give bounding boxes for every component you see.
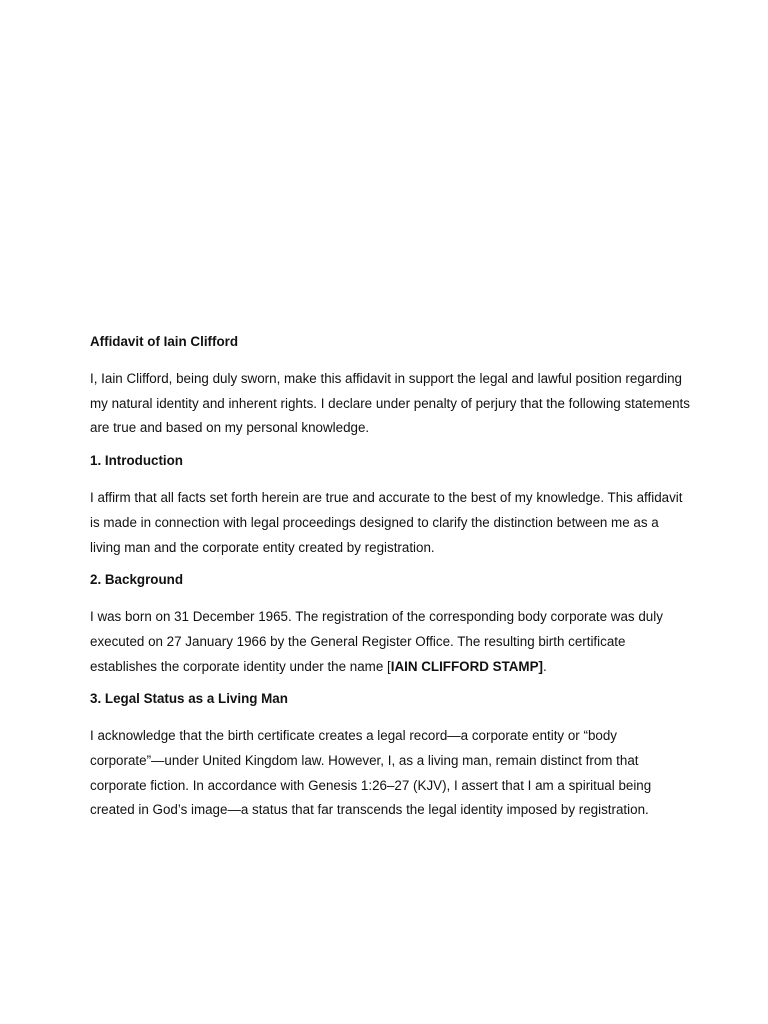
affidavit-content — [90, 332, 690, 833]
section-heading-introduction: 1. Introduction — [90, 453, 183, 469]
section-body-introduction: I affirm that all facts set forth herein are true and accurate to the best of my knowledge. This affidavit is made in connection with legal proceedings designed to clarify the distinction between me as a living man and the corporate entity created by registration. — [90, 490, 683, 555]
background-text: I was born on 31 December 1965. The registration of the corresponding body corporate was duly executed on 27 January 1966 by the General Register Office. The resulting birth certificate establishes the corporate identity under the name [ — [90, 609, 663, 674]
corporate-name-bold: IAIN CLIFFORD STAMP] — [390, 658, 543, 674]
document-title: Affidavit of Iain Clifford — [90, 334, 239, 349]
section-body-legal-status: I acknowledge that the birth certificate creates a legal record—a corporate entity or “body corporate”—under United Kingdom law. However, I, as a living man, remain distinct from that corporate fiction. In accordance with Genesis 1:26–27 (KJV), I assert that I am a spiritual being created in God’s image—a status that far transcends the legal identity imposed by registration. — [90, 728, 652, 818]
intro-paragraph: I, Iain Clifford, being duly sworn, make this affidavit in support the legal and lawful position regarding my natural identity and inherent rights. I declare under penalty of perjury that the following statements are true and based on my personal knowledge. — [90, 371, 690, 436]
section-body-background — [90, 605, 690, 679]
background-text-end: . — [542, 658, 547, 674]
section-heading-legal-status: 3. Legal Status as a Living Man — [90, 691, 288, 707]
section-heading-background: 2. Background — [90, 572, 184, 588]
